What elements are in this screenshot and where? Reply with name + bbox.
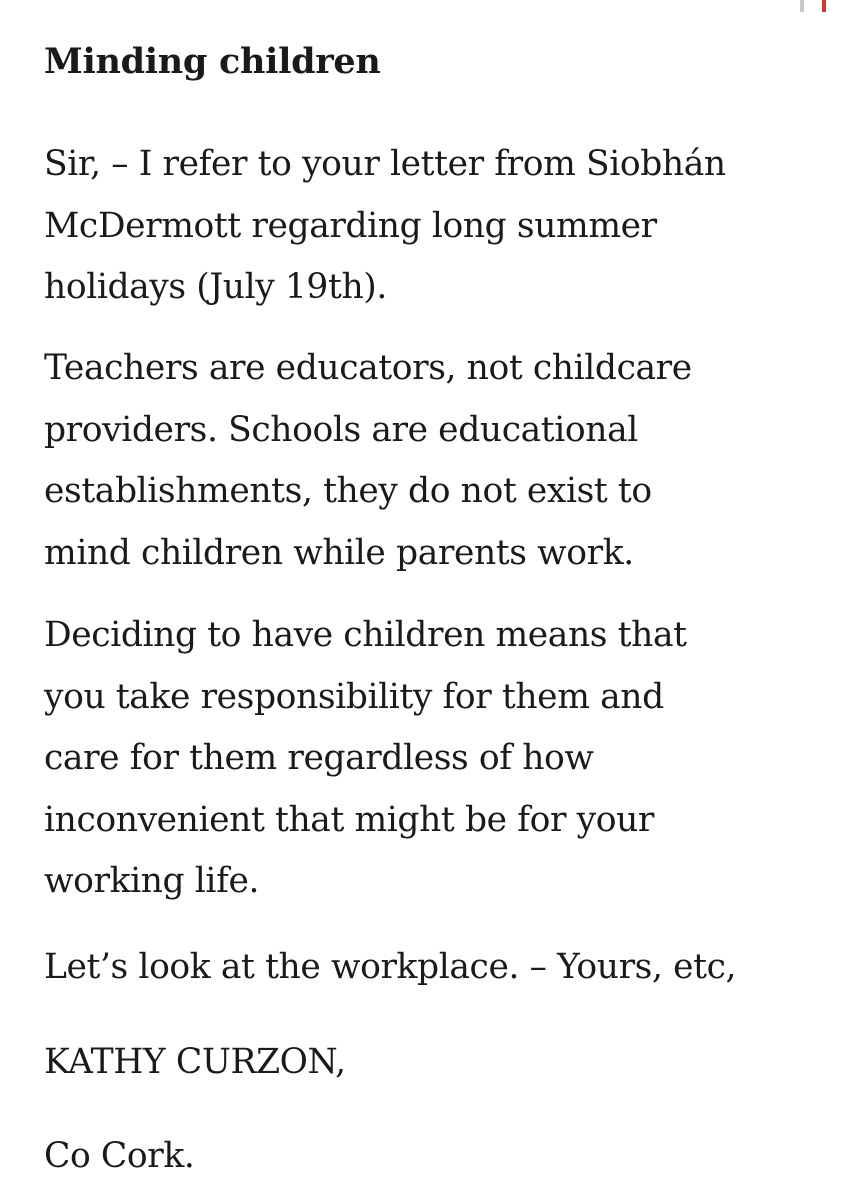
paragraph-line: working life. <box>44 861 260 901</box>
paragraph-line: Teachers are educators, not childcare <box>44 348 692 388</box>
paragraph-line: inconvenient that might be for your <box>44 799 654 840</box>
paragraph-line: you take responsibility for them and <box>44 676 664 717</box>
paragraph-line: establishments, they do not exist to <box>44 471 652 511</box>
paragraph-line: McDermott regarding long summer <box>44 205 657 246</box>
paragraph-line: providers. Schools are educational <box>44 409 638 450</box>
letter-paragraph-2 <box>44 338 692 584</box>
paragraph-line: holidays (July 19th). <box>44 267 387 307</box>
letter-paragraph-1 <box>44 134 726 319</box>
edge-mark-red <box>822 0 826 12</box>
paragraph-line: Sir, – I refer to your letter from Siobhán <box>44 144 726 184</box>
signature-name: KATHY CURZON, <box>44 1042 346 1082</box>
letter-headline: Minding children <box>44 41 381 82</box>
letter-paragraph-4 <box>44 937 736 999</box>
paragraph-line: mind children while parents work. <box>44 532 634 573</box>
paragraph-line: Deciding to have children means that <box>44 615 687 655</box>
edge-mark-grey <box>800 0 804 12</box>
paragraph-line: Let’s look at the workplace. – Yours, etc, <box>44 947 737 987</box>
letter-paragraph-3 <box>44 605 687 913</box>
signature-location: Co Cork. <box>44 1136 195 1176</box>
paragraph-line: care for them regardless of how <box>44 738 594 778</box>
